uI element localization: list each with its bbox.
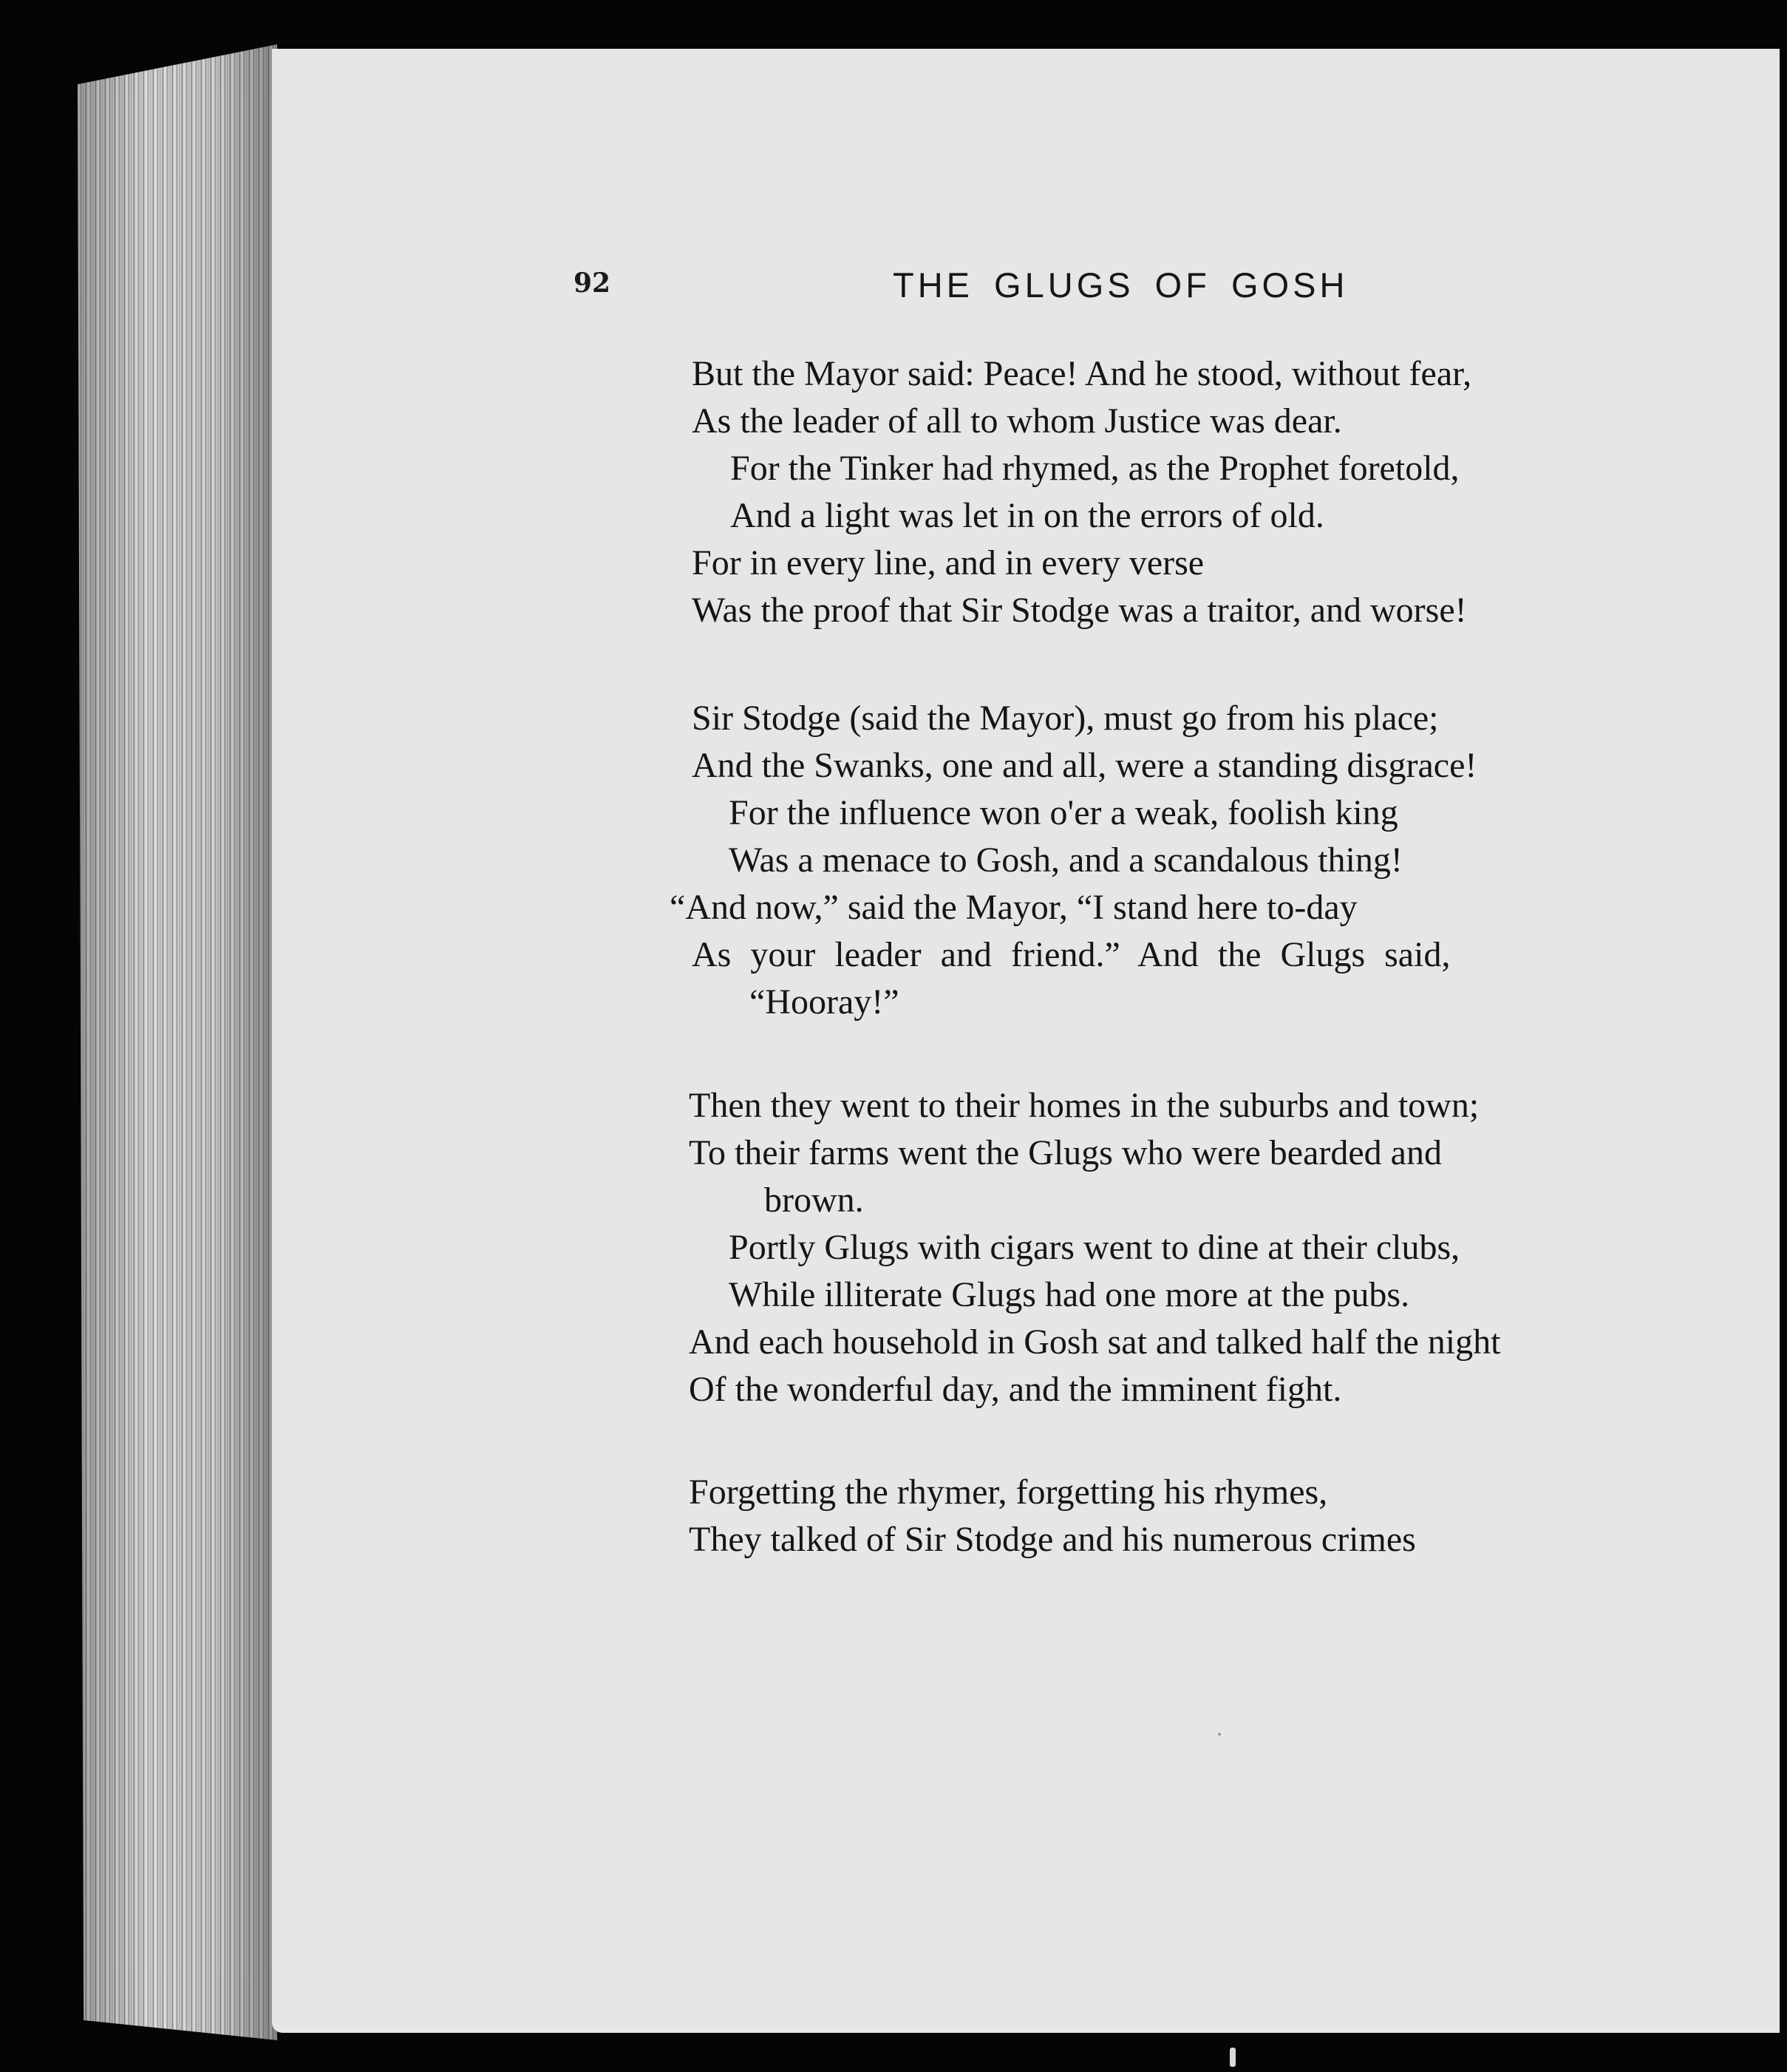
poem-line: To their farms went the Glugs who were bearded and xyxy=(689,1133,1442,1172)
poem-line: brown. xyxy=(764,1181,864,1220)
poem-line: Was a menace to Gosh, and a scandalous thing! xyxy=(729,840,1403,880)
page-speck xyxy=(1218,1733,1221,1736)
page-number: 92 xyxy=(573,268,611,299)
poem-line: For the Tinker had rhymed, as the Prophet foretold, xyxy=(730,449,1460,488)
poem-line: Of the wonderful day, and the imminent fight. xyxy=(689,1370,1342,1409)
poem-line: As your leader and friend.” And the Glugs said, xyxy=(692,935,1451,974)
book-page xyxy=(272,49,1780,2033)
poem-line: For the influence won o'er a weak, foolish king xyxy=(729,793,1398,832)
poem-line: And the Swanks, one and all, were a standing disgrace! xyxy=(692,746,1477,785)
poem-line: Portly Glugs with cigars went to dine at their clubs, xyxy=(729,1228,1460,1267)
poem-line: While illiterate Glugs had one more at the pubs. xyxy=(729,1275,1410,1314)
poem-line: As the leader of all to whom Justice was dear. xyxy=(692,401,1342,441)
poem-line: Then they went to their homes in the suburbs and town; xyxy=(689,1086,1480,1125)
scan-artifact xyxy=(1230,2048,1236,2067)
poem-line: Was the proof that Sir Stodge was a traitor, and worse! xyxy=(692,591,1467,630)
poem-line: Forgetting the rhymer, forgetting his rhymes, xyxy=(689,1473,1328,1512)
book-page-edges xyxy=(78,44,277,2040)
poem-line: Sir Stodge (said the Mayor), must go from his place; xyxy=(692,699,1439,738)
poem-line: And each household in Gosh sat and talked half the night xyxy=(689,1322,1501,1362)
poem-line: And a light was let in on the errors of old. xyxy=(730,496,1324,535)
poem-line: “And now,” said the Mayor, “I stand here to-day xyxy=(670,888,1358,927)
poem-line: For in every line, and in every verse xyxy=(692,543,1205,582)
poem-line: “Hooray!” xyxy=(749,982,899,1022)
poem-line: They talked of Sir Stodge and his numerous crimes xyxy=(689,1520,1416,1559)
running-head xyxy=(0,265,1787,309)
poem-line: But the Mayor said: Peace! And he stood, without fear, xyxy=(692,354,1472,393)
running-title: THE GLUGS OF GOSH xyxy=(893,265,1349,305)
